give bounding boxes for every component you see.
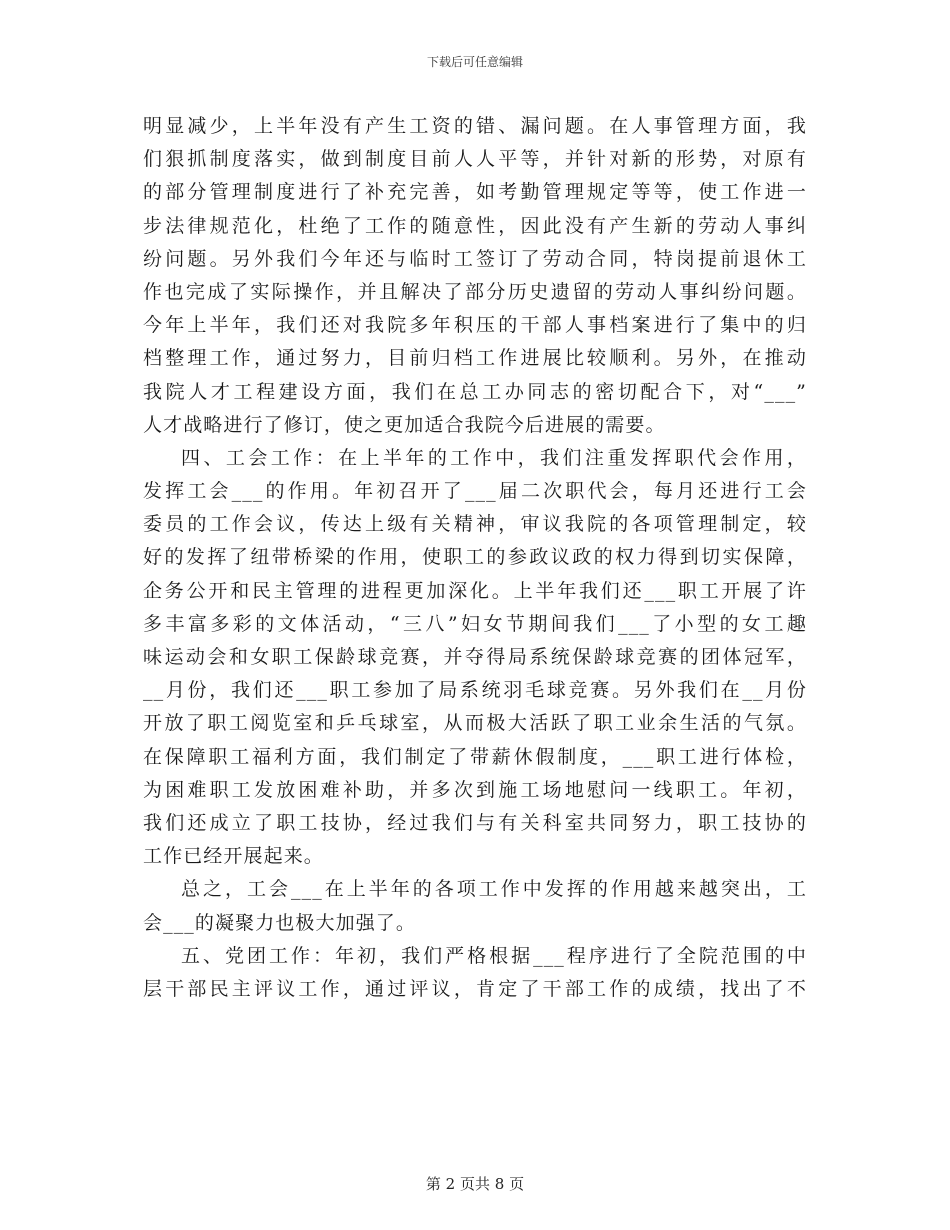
text-line: 人才战略进行了修订，使之更加适合我院今后进展的需要。: [143, 413, 666, 436]
text-line: 明显减少，上半年没有产生工资的错、漏问题。在人事管理方面，我: [143, 115, 807, 137]
text-line: 为困难职工发放困难补助，并多次到施工场地慰问一线职工。年初，: [143, 778, 807, 801]
text-line: 层干部民主评议工作，通过评议，肯定了干部工作的成绩，找出了不: [143, 977, 807, 1000]
text-line: 我院人才工程建设方面，我们在总工办同志的密切配合下，对“___”: [143, 380, 807, 403]
text-line: 今年上半年，我们还对我院多年积压的干部人事档案进行了集中的归: [143, 314, 807, 337]
text-line: 纷问题。另外我们今年还与临时工签订了劳动合同，特岗提前退休工: [143, 247, 807, 270]
text-line: 档整理工作，通过努力，目前归档工作进展比较顺利。另外，在推动: [143, 347, 807, 370]
text-line: __月份，我们还___职工参加了局系统羽毛球竞赛。另外我们在__月份: [143, 679, 807, 702]
page-header: 下载后可任意编辑: [426, 55, 523, 69]
paragraph-first-line: 总之，工会___在上半年的各项工作中发挥的作用越来越突出，工: [181, 878, 807, 901]
section-heading-line: 四、工会工作：在上半年的工作中，我们注重发挥职代会作用，: [181, 446, 807, 469]
text-line: 委员的工作会议，传达上级有关精神，审议我院的各项管理制定，较: [143, 513, 807, 536]
section-heading-line: 五、党团工作：年初，我们严格根据___程序进行了全院范围的中: [181, 944, 807, 967]
page-number: 第 2 页共 8 页: [425, 1175, 525, 1193]
text-line: 的部分管理制度进行了补充完善，如考勤管理规定等等，使工作进一: [143, 181, 807, 204]
text-line: 步法律规范化，杜绝了工作的随意性，因此没有产生新的劳动人事纠: [143, 214, 807, 237]
text-line: 企务公开和民主管理的进程更加深化。上半年我们还___职工开展了许: [143, 579, 807, 602]
text-line: 多丰富多彩的文体活动，“三八”妇女节期间我们___了小型的女工趣: [143, 612, 807, 635]
text-line: 会___的凝聚力也极大加强了。: [143, 911, 417, 934]
text-line: 作也完成了实际操作，并且解决了部分历史遗留的劳动人事纠纷问题。: [143, 280, 807, 303]
text-line: 味运动会和女职工保龄球竞赛，并夺得局系统保龄球竞赛的团体冠军，: [143, 646, 807, 668]
document-body: [143, 110, 807, 1006]
text-line: 发挥工会___的作用。年初召开了___届二次职代会，每月还进行工会: [143, 480, 807, 503]
text-line: 开放了职工阅览室和乒乓球室，从而极大活跃了职工业余生活的气氛。: [143, 712, 807, 735]
text-line: 好的发挥了纽带桥梁的作用，使职工的参政议政的权力得到切实保障，: [143, 546, 807, 569]
text-line: 们狠抓制度落实，做到制度目前人人平等，并针对新的形势，对原有: [143, 148, 807, 171]
text-line: 我们还成立了职工技协，经过我们与有关科室共同努力，职工技协的: [143, 811, 807, 834]
text-line: 工作已经开展起来。: [143, 845, 324, 868]
text-line: 在保障职工福利方面，我们制定了带薪休假制度，___职工进行体检，: [143, 745, 807, 768]
